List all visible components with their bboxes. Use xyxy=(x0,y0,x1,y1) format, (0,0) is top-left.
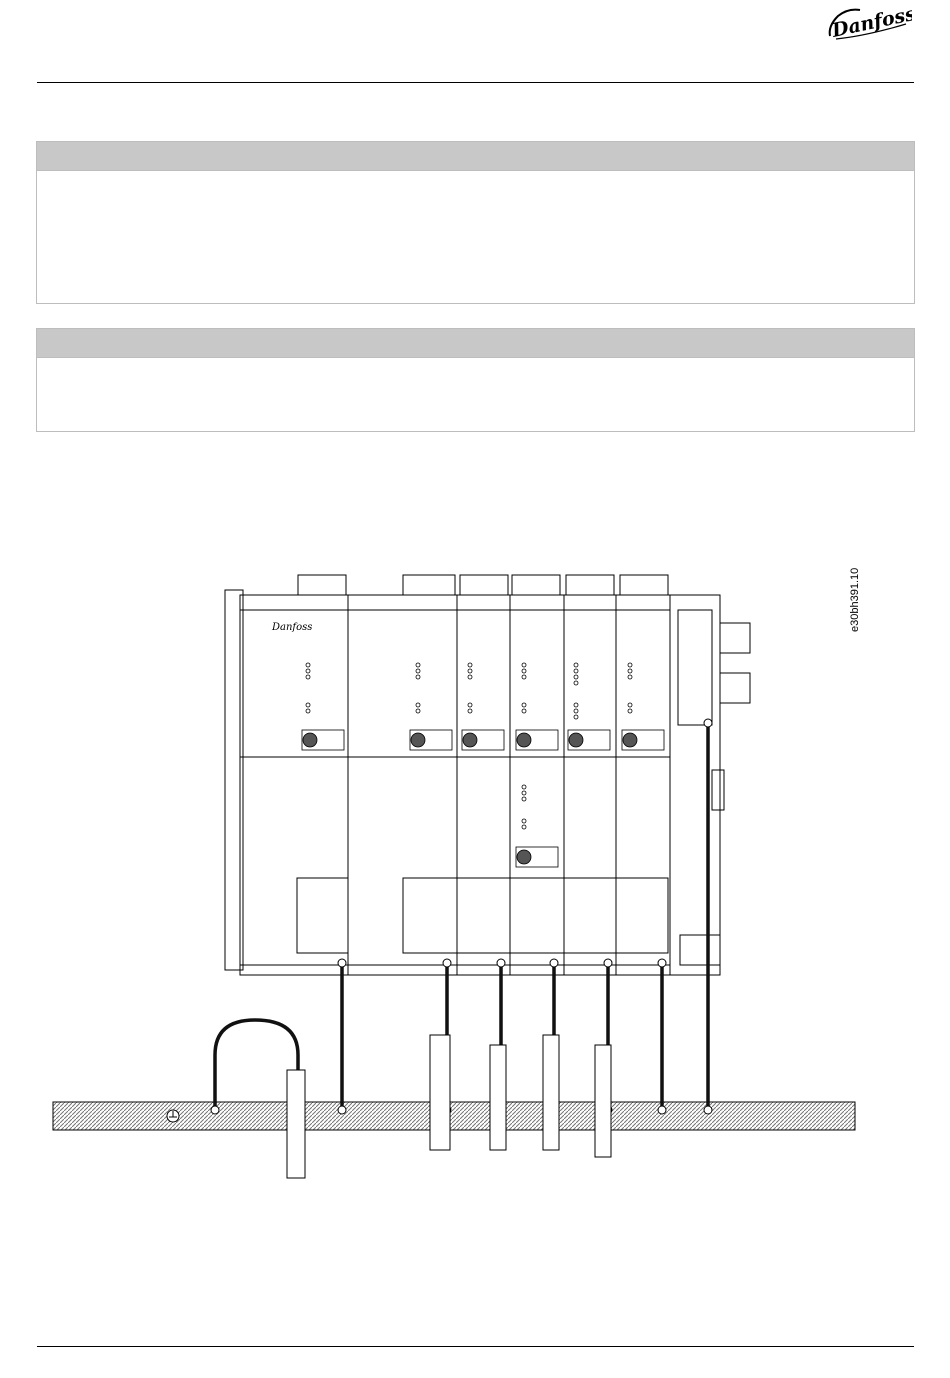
footer-rule xyxy=(37,1346,914,1347)
figure-id-text: e30bh391.10 xyxy=(849,567,861,632)
note-box-header xyxy=(37,329,914,358)
note-box-header xyxy=(37,142,914,171)
svg-text:Danfoss: Danfoss xyxy=(272,622,313,633)
note-box-1 xyxy=(36,141,915,304)
grounding-diagram xyxy=(40,555,870,1195)
danfoss-logo xyxy=(826,6,912,42)
svg-text:Danfoss: Danfoss xyxy=(830,6,912,42)
note-box-2 xyxy=(36,328,915,432)
header-rule xyxy=(37,82,914,83)
